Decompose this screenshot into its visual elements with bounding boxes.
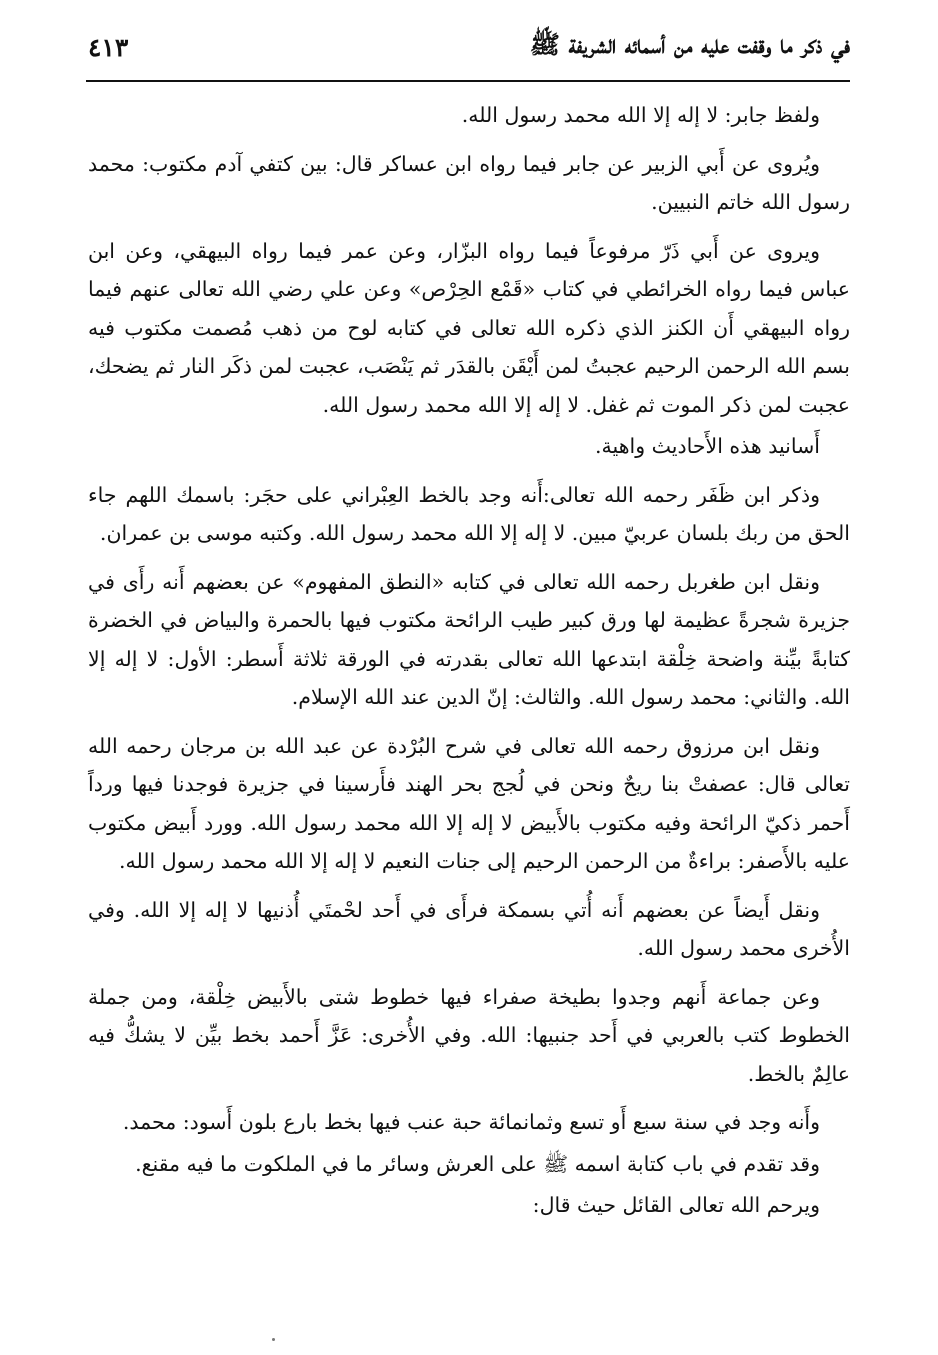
scan-speck — [272, 1338, 275, 1341]
page-number: ٤١٣ — [88, 32, 129, 62]
paragraph-inscribed-roses: ونقل ابن مرزوق رحمه الله تعالى في شرح البُرْدة عن عبد الله بن مرجان رحمه الله تعالى قال: عصفتْ بنا ريحٌ ونحن في لُجج بحر الهند فأَرسينا في جزيرة فوجدنا فيها ورداً أَحمر ذكيّ الرائحة وفيه مكتوب بالأَبيض لا إله إلا الله محمد رسول الله. وورد أَبيض مكتوب عليه بالأَصفر: براءةٌ من الرحمن الرحيم إلى جنات النعيم لا إله إلا الله محمد رسول الله. — [88, 733, 850, 873]
paragraph-golden-tablet: ويروى عن أَبي ذَرّ مرفوعاً فيما رواه البزّار، وعن عمر فيما رواه البيهقي، وعن ابن عباس فيما رواه الخرائطي في كتاب «قَمْع الحِرْص» وعن علي رضي الله تعالى عنهم فيما رواه البيهقي أَن الكنز الذي ذكره الله تعالى في كتابه لوح من ذهب مُصمت مكتوب فيه بسم الله الرحمن الرحيم عجبتُ لمن أَيْقَن بالقدَر ثم يَنْصَب، عجبت لمن ذكَر النار ثم يضحك، عجبت لمن ذكر الموت ثم غفل. لا إله إلا الله محمد رسول الله. — [87, 238, 850, 417]
paragraph-inscribed-fish: ونقل أَيضاً عن بعضهم أَنه أُتي بسمكة فرأَى في أَحد لحْمتَي أُذنيها لا إله إلا الله. وفي الأُخرى محمد رسول الله. — [88, 897, 850, 960]
paragraph-poet-intro: ويرحم الله تعالى القائل حيث قال: — [532, 1193, 820, 1217]
paragraph-grape: وأَنه وجد في سنة سبع أَو تسع وثمانمائة حبة عنب فيها بخط بارع بلون أَسود: محمد. — [122, 1110, 820, 1134]
paragraph-inscribed-tree: ونقل ابن طغربل رحمه الله تعالى في كتابه «النطق المفهوم» عن بعضهم أَنه رأَى في جزيرة شجرةً عظيمة لها ورق كبير طيب الرائحة مكتوب فيها بالحمرة والبياض في الخضرة كتابةً بيِّنة واضحة خِلْقة ابتدعها الله تعالى بقدرته في الورقة ثلاثة أَسطر: الأول: لا إله إلا الله. والثاني: محمد رسول الله. والثالث: إنّ الدين عند الله الإسلام. — [88, 569, 850, 709]
running-header — [88, 22, 850, 72]
header-title: في ذكر ما وقفت عليه من أسمائه الشريفة ﷺ — [529, 29, 850, 59]
paragraph-hebrew-stone: وذكر ابن ظَفَر رحمه الله تعالى:أَنه وجد بالخط العِبْراني على حجَر: باسمك اللهم جاء الحق من ربك بلسان عربيّ مبين. لا إله إلا الله محمد رسول الله. وكتبه موسى بن عمران. — [88, 482, 850, 545]
paragraph-weak-chains: أَسانيد هذه الأَحاديث واهية. — [595, 434, 820, 458]
paragraph-throne-reference: وقد تقدم في باب كتابة اسمه ﷺ على العرش وسائر ما في الملكوت ما فيه مقنع. — [135, 1151, 820, 1176]
paragraph-inscribed-melon: وعن جماعة أَنهم وجدوا بطيخة صفراء فيها خطوط شتى بالأَبيض خِلْقة، ومن جملة الخطوط كتب بالعربي في أَحد جنبيها: الله. وفي الأُخرى: عَزَّ أَحمد بخط بيِّن لا يشكُّ فيه عالِمٌ بالخط. — [88, 984, 850, 1086]
header-rule — [86, 80, 850, 82]
paragraph-jabir-wording: ولفظ جابر: لا إله إلا الله محمد رسول الله. — [461, 103, 820, 127]
paragraph-abu-zubair: ويُروى عن أَبي الزبير عن جابر فيما رواه ابن عساكر قال: بين كتفي آدم مكتوب: محمد رسول الله خاتم النبيين. — [88, 151, 850, 214]
body-text — [88, 96, 850, 1228]
